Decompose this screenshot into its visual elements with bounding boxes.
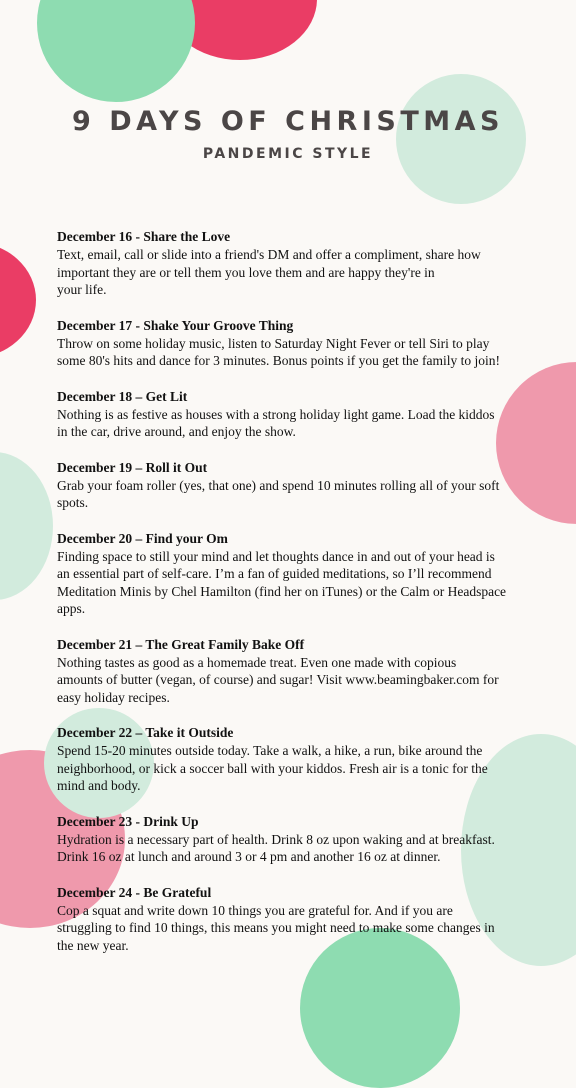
entry-body: Text, email, call or slide into a friend's DM and offer a compliment, share how important they are or tell them you love them and are happy they're in your life. (57, 247, 481, 297)
entry-december-18 (57, 388, 557, 441)
entry-december-17 (57, 317, 557, 370)
entry-heading: December 22 – Take it Outside (57, 725, 234, 740)
entry-body: Nothing tastes as good as a homemade treat. Even one made with copious amounts of butter (vegan, of course) and sugar! Visit www.beamingbaker.com for easy holiday recipes. (57, 654, 499, 705)
entry-december-19 (57, 459, 557, 512)
entry-december-16 (57, 228, 557, 299)
entry-december-23 (57, 813, 557, 866)
decorative-circle-red (0, 242, 36, 358)
page-subtitle: PANDEMIC STYLE (202, 146, 374, 162)
entry-heading: December 21 – The Great Family Bake Off (57, 636, 305, 652)
entry-december-22 (57, 724, 557, 795)
entry-body: Grab your foam roller (yes, that one) and spend 10 minutes rolling all of your soft spots. (57, 477, 500, 510)
decorative-circle-mint (37, 0, 195, 102)
entry-body: Spend 15-20 minutes outside today. Take a walk, a hike, a run, bike around the neighborhood, or kick a soccer ball with your kiddos. Fresh air is a tonic for the mind and body. (57, 743, 488, 793)
entry-heading: December 18 – Get Lit (57, 388, 188, 404)
entry-heading: December 16 - Share the Love (57, 229, 231, 244)
entry-december-24 (57, 884, 557, 955)
entry-body: Cop a squat and write down 10 things you are grateful for. And if you are struggling to find 10 things, this means you might need to make some changes in the new year. (57, 902, 495, 953)
entry-heading: December 24 - Be Grateful (57, 884, 212, 900)
page-title: 9 DAYS OF CHRISTMAS (72, 106, 504, 137)
entry-heading: December 19 – Roll it Out (57, 459, 208, 475)
entry-list (57, 228, 557, 954)
entry-heading: December 17 - Shake Your Groove Thing (57, 317, 294, 333)
entry-heading: December 23 - Drink Up (57, 813, 199, 829)
entry-december-20 (57, 530, 557, 618)
entry-heading: December 20 – Find your Om (57, 530, 228, 546)
decorative-circle-pale-mint (0, 452, 53, 600)
entry-december-21 (57, 636, 557, 707)
entry-body: Nothing is as festive as houses with a strong holiday light game. Load the kiddos in the car, drive around, and enjoy the show. (57, 406, 495, 439)
decorative-circle-pale-mint (396, 74, 526, 204)
entry-body: Finding space to still your mind and let thoughts dance in and out of your head is an essential part of self-care. I’m a fan of guided meditations, so I’ll recommend Meditation Minis by Chel Hamilton (find her on iTunes) or the Calm or Headspace apps. (57, 548, 507, 616)
entry-body: Throw on some holiday music, listen to Saturday Night Fever or tell Siri to play some 80's hits and dance for 3 minutes. Bonus points if you get the family to join! (57, 335, 501, 368)
entry-body: Hydration is a necessary part of health. Drink 8 oz upon waking and at breakfast. Drink 16 oz at lunch and around 3 or 4 pm and another 16 oz at dinner. (57, 831, 495, 864)
